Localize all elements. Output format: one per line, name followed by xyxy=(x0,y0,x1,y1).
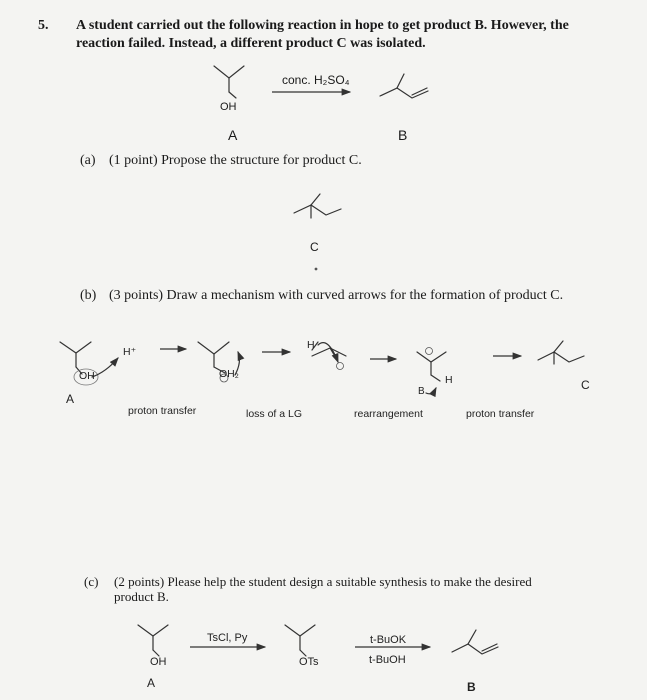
part-c-text-line2: product B. xyxy=(114,589,169,604)
mech-h-plus: H⁺ xyxy=(123,346,137,358)
question-intro-line1: A student carried out the following reaction in hope to get product B. However, the xyxy=(76,18,569,33)
mech-step-1: proton transfer xyxy=(128,405,197,417)
mech-oh-label: OH xyxy=(79,370,95,382)
synth-compound-b xyxy=(452,630,498,654)
compound-b-top xyxy=(380,74,428,98)
synth-label-a: A xyxy=(147,676,156,690)
mech-h-label-1: H xyxy=(307,339,315,351)
mech-step-3: rearrangement xyxy=(354,408,423,420)
compound-c-part-a xyxy=(294,194,341,218)
mech-label-a: A xyxy=(66,392,75,406)
question-number: 5. xyxy=(38,18,49,33)
mech-label-b: B xyxy=(418,386,425,397)
synth-compound-a xyxy=(138,625,168,656)
part-b-marker: (b) xyxy=(80,288,97,303)
mech-step-2: loss of a LG xyxy=(246,408,303,420)
mech-step-4: proton transfer xyxy=(466,408,535,420)
synth-reagent-1: TsCl, Py xyxy=(207,632,248,644)
synth-reagent-2-top: t-BuOK xyxy=(370,634,407,646)
part-b-text: (3 points) Draw a mechanism with curved arrows for the formation of product C. xyxy=(109,288,564,303)
mech-carbocation-1 xyxy=(312,342,346,370)
reagent-top: conc. H₂SO₄ xyxy=(282,73,350,87)
mech-oh2-label: OH₂ xyxy=(219,368,239,380)
label-c-part-a: C xyxy=(310,240,319,254)
compound-a-top xyxy=(214,66,244,98)
part-a-text: (1 point) Propose the structure for product C. xyxy=(109,153,362,168)
mech-label-c: C xyxy=(581,378,590,392)
part-a-marker: (a) xyxy=(80,153,96,168)
label-a-top: A xyxy=(228,127,238,143)
mech-compound-c xyxy=(538,341,584,364)
question-intro-line2: reaction failed. Instead, a different product C was isolated. xyxy=(76,36,426,51)
synth-label-b: B xyxy=(467,680,476,694)
part-c-marker: (c) xyxy=(84,574,99,589)
synth-reagent-2-bottom: t-BuOH xyxy=(369,654,406,666)
synth-tosylate xyxy=(285,625,315,656)
label-b-top: B xyxy=(398,127,408,143)
oh-label-top: OH xyxy=(220,101,237,113)
part-c-text-line1: (2 points) Please help the student design a suitable synthesis to make the desired xyxy=(114,574,532,589)
mech-h-label-2: H xyxy=(445,374,453,386)
synth-oh-label: OH xyxy=(150,656,167,668)
synth-ots-label: OTs xyxy=(299,656,319,668)
